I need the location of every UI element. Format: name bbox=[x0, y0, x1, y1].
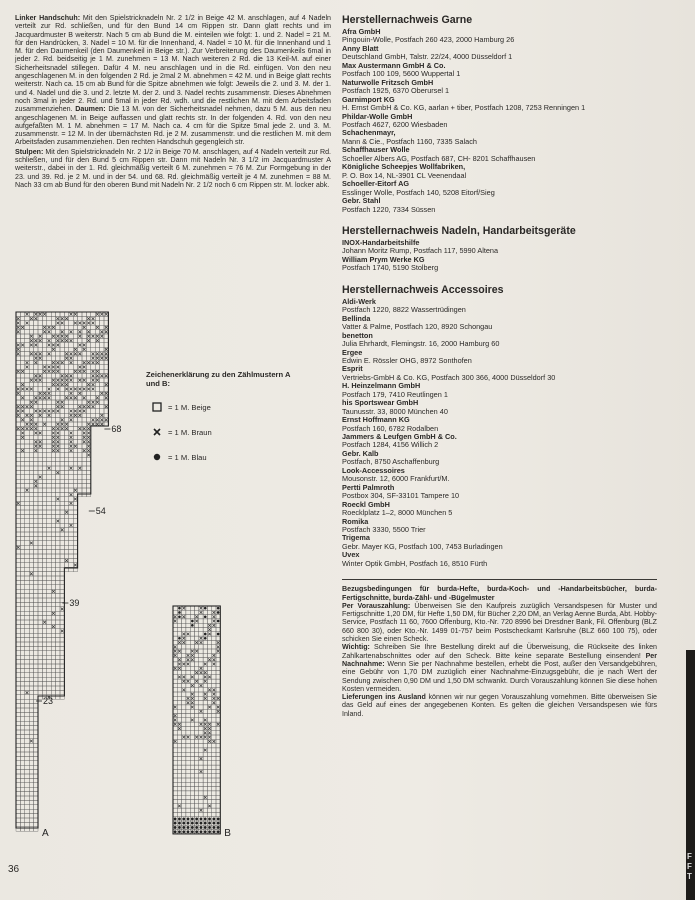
list-item bbox=[342, 365, 657, 382]
entry-address: H. Ernst GmbH & Co. KG, aarlan + tiber, Postfach 1208, 7253 Renningen 1 bbox=[342, 103, 586, 113]
list-item bbox=[342, 450, 657, 467]
entry-address: Esslinger Wolle, Postfach 140, 5208 Eitorf/Sieg bbox=[342, 187, 495, 197]
row-mark: 39 bbox=[69, 598, 80, 608]
entry-address: Postfach 179, 7410 Reutlingen 1 bbox=[342, 389, 448, 399]
knit-chart-b bbox=[165, 600, 245, 840]
section-title-nadeln: Herstellernachweis Nadeln, Handarbeitsgeräte bbox=[342, 224, 576, 237]
list-item bbox=[342, 45, 657, 62]
entry-address: Postfach 1740, 5190 Stolberg bbox=[342, 263, 439, 273]
accessoires-list bbox=[342, 298, 657, 569]
entry-address: Postfach 1220, 8822 Wassertrüdingen bbox=[342, 305, 466, 315]
list-item bbox=[342, 332, 657, 349]
entry-address: Postfach 3330, 5500 Trier bbox=[342, 525, 426, 535]
list-item bbox=[342, 113, 657, 130]
entry-name: Schoeller-Eitorf AG bbox=[342, 179, 410, 189]
entry-name: Pertti Palmroth bbox=[342, 482, 395, 492]
entry-address: Winter Optik GmbH, Postfach 16, 8510 Fürth bbox=[342, 558, 488, 568]
entry-address: Postfach 1220, 7334 Süssen bbox=[342, 204, 436, 214]
list-item bbox=[342, 501, 657, 518]
entry-name: Max Austermann GmbH & Co. bbox=[342, 60, 446, 70]
legend-item-beige: = 1 M. Beige bbox=[146, 401, 296, 413]
x-mark-icon bbox=[146, 427, 168, 437]
filled-dot-icon bbox=[146, 452, 168, 462]
entry-address: Mousonstr. 12, 6000 Frankfurt/M. bbox=[342, 474, 450, 484]
row-mark: 54 bbox=[95, 506, 106, 516]
list-item bbox=[342, 349, 657, 366]
entry-address: Postbox 304, SF-33101 Tampere 10 bbox=[342, 491, 460, 501]
entry-address: Mann & Cie., Postfach 1160, 7335 Salach bbox=[342, 136, 477, 146]
list-item bbox=[342, 146, 657, 163]
entry-address: Gebr. Mayer KG, Postfach 100, 7453 Burladingen bbox=[342, 541, 503, 551]
knit-chart-a bbox=[0, 300, 140, 860]
list-item bbox=[342, 433, 657, 450]
instructions-handschuh: Linker Handschuh: Mit den Spielstricknadeln Nr. 2 1/2 in Beige 42 M. anschlagen, auf 4 Nadeln verteilt zur Rd. schließen, und für den Bund 14 cm Rippen str. Dann glatt rechts und im Jacquardmuster B weiterstr. Nach 5 cm ab Bund die M. einteilen wie folgt: 1. und 2. Nadel = 21 M. für den Handrücken, 3. Nadel = 10 M. für die Innenhand, 4. Nadel = 10 M. für die Innenhand und 1 M. für den Daumenkeil (den Daumenkeil in Beige str.). Zur Verbreiterung des Daumenkeils 6mal in jeder 2. Rd. beidseitig je 1 M. zunehmen = 13 M. Nach weiteren 2 Rd. die 13 Keil-M. auf einer Sicherheitsnadel stillegen. Dafür 4 M. neu anschlagen und in die Rd. einfügen. Von den neu angeschlagenen M. in den folgenden 2 Rd. je 2mal 2 M. abnehmen = 42 M. und in Beige glatt rechts weiterstr. Nach ca. 15 cm ab Bund für die Spitze abnehmen wie folgt: Jeweils die 2. und 3. M. der 1. und 4. Nadel und die 3. und 2. letzte M. der 2. und 3. Nadel rechts zusammenstr. Dieses Abnehmen noch 3mal in jeder 2. Rd. und 5mal in jeder Rd. wdh. und die restlichen M. mit dem Arbeitsfaden zusammenziehen. Daumen: Die 13 M. von der Sicherheitsnadel nehmen, dazu 5 M. aus den neu angeschlagenen M. in Beige auffassen und glatt rechts str. In der folgenden 4. Rd. von den neu aufgefaßten M. 1 M. abnehmen = 17 M. Nach ca. 4 cm für die Spitze 5mal jede 2. und 3. M. zusammenstr. = 12 M. In der übernächsten Rd. je 2 M. zusammenstr. und die restlichen M. mit dem Arbeitsfaden zusammenziehen. Den rechten Handschuh gegengleich str. bbox=[15, 14, 331, 147]
entry-name: H. Heinzelmann GmbH bbox=[342, 381, 421, 391]
entry-address: Postfach 1284, 4156 Willich 2 bbox=[342, 440, 439, 450]
entry-address: Pingouin-Wolle, Postfach 260 423, 2000 Hamburg 26 bbox=[342, 35, 515, 45]
chart-a-label: A bbox=[42, 828, 49, 839]
entry-address: Vertriebs-GmbH & Co. KG, Postfach 300 366, 4000 Düsseldorf 30 bbox=[342, 372, 556, 382]
section-title-garne: Herstellernachweis Garne bbox=[342, 14, 473, 26]
entry-name: his Sportswear GmbH bbox=[342, 398, 419, 408]
entry-address: Vatter & Palme, Postfach 120, 8920 Schongau bbox=[342, 322, 493, 332]
list-item bbox=[342, 298, 657, 315]
divider bbox=[342, 579, 657, 580]
entry-address: Schoeller Albers AG, Postfach 687, CH- 8201 Schaffhausen bbox=[342, 153, 536, 163]
entry-address: Roecklplatz 1–2, 8000 München 5 bbox=[342, 508, 453, 518]
section-title-accessoires: Herstellernachweis Accessoires bbox=[342, 283, 504, 296]
list-item bbox=[342, 315, 657, 332]
list-item bbox=[342, 484, 657, 501]
list-item bbox=[342, 197, 657, 214]
entry-name: Trigema bbox=[342, 533, 370, 543]
entry-address: P. O. Box 14, NL-3901 CL Veenendaal bbox=[342, 170, 467, 180]
list-item bbox=[342, 467, 657, 484]
section-accessoires bbox=[342, 284, 657, 569]
entry-name: William Prym Werke KG bbox=[342, 254, 425, 264]
section-nadeln bbox=[342, 225, 657, 273]
list-item bbox=[342, 518, 657, 535]
entry-name: Schaffhauser Wolle bbox=[342, 145, 410, 155]
entry-name: Gebr. Kalb bbox=[342, 448, 379, 458]
square-outline-icon bbox=[146, 402, 168, 412]
entry-address: Postfach 1925, 6370 Oberursel 1 bbox=[342, 86, 450, 96]
entry-address: Deutschland GmbH, Talstr. 22/24, 4000 Düsseldorf 1 bbox=[342, 52, 513, 62]
entry-name: Ergee bbox=[342, 347, 363, 357]
entry-address: Julia Ehrhardt, Flemingstr. 16, 2000 Hamburg 60 bbox=[342, 339, 500, 349]
entry-name: Königliche Scheepjes Wollfabriken, bbox=[342, 162, 466, 172]
entry-address: Johann Moritz Rump, Postfach 117, 5990 Altena bbox=[342, 246, 499, 256]
entry-name: Aldi-Werk bbox=[342, 296, 376, 306]
list-item bbox=[342, 416, 657, 433]
entry-name: INOX-Handarbeitshilfe bbox=[342, 237, 420, 247]
entry-name: Jammers & Leufgen GmbH & Co. bbox=[342, 432, 457, 442]
entry-name: Gebr. Stahl bbox=[342, 196, 381, 206]
list-item bbox=[342, 129, 657, 146]
legend-item-braun: = 1 M. Braun bbox=[146, 426, 296, 438]
list-item bbox=[342, 28, 657, 45]
legend-item-blau: = 1 M. Blau bbox=[146, 451, 296, 463]
right-column bbox=[342, 14, 657, 718]
entry-address: Postfach, 8750 Aschaffenburg bbox=[342, 457, 440, 467]
section-garne bbox=[342, 14, 657, 214]
entry-name: Anny Blatt bbox=[342, 43, 379, 53]
entry-name: Bellinda bbox=[342, 313, 371, 323]
list-item bbox=[342, 399, 657, 416]
entry-name: Esprit bbox=[342, 364, 363, 374]
entry-name: Phildar-Wolle GmbH bbox=[342, 111, 413, 121]
row-mark: 23 bbox=[43, 696, 54, 706]
row-mark: 68 bbox=[111, 424, 122, 434]
entry-address: Postfach 4627, 6200 Wiesbaden bbox=[342, 119, 448, 129]
instructions-stulpen: Stulpen: Mit den Spielstricknadeln Nr. 2 1/2 in Beige 70 M. anschlagen, auf 4 Nadeln verteilt zur Rd. schließen, und für den Bund 5 cm Rippen str. Dann mit Nadeln Nr. 3 1/2 im Jacquardmuster A weiterstr., dabei in der 1. Rd. gleichmäßig verteilt 6 M. zunehmen = 76 M. Zur Formgebung in der 23. und 39. Rd. je 2 M. und in der 54. und 68. Rd. gleichmäßig verteilt je 4 M. zunehmen = 88 M. Nach 33 cm ab Bund für den oberen Bund mit Nadeln Nr. 2 1/2 noch 6 cm Rippen str. M. locker abk. bbox=[15, 147, 331, 189]
page-number: 36 bbox=[8, 864, 20, 875]
entry-name: Schachenmayr, bbox=[342, 128, 396, 138]
chart-b-label: B bbox=[224, 827, 231, 839]
entry-name: Romika bbox=[342, 516, 369, 526]
list-item bbox=[342, 163, 657, 180]
nadeln-list bbox=[342, 239, 657, 273]
list-item bbox=[342, 96, 657, 113]
legend-title: Zeichenerklärung zu den Zählmustern A und B: bbox=[146, 370, 291, 388]
entry-address: Taunusstr. 33, 8000 München 40 bbox=[342, 406, 448, 416]
entry-name: Roeckl GmbH bbox=[342, 499, 390, 509]
list-item bbox=[342, 551, 657, 568]
chart-legend bbox=[146, 370, 296, 476]
entry-name: benetton bbox=[342, 330, 373, 340]
list-item bbox=[342, 256, 657, 273]
list-item bbox=[342, 62, 657, 79]
list-item bbox=[342, 180, 657, 197]
entry-address: Edwin E. Rössler OHG, 8972 Sonthofen bbox=[342, 355, 472, 365]
terms-block: Bezugsbedingungen für burda-Hefte, burda-Koch- und -Handarbeitsbücher, burda-Fertigschnitte, burda-Zähl- und -Bügelmuster Per Vorauszahlung: Überweisen Sie den Kaufpreis zuzüglich Versandspesen für Muster und Fertigschnitte 1,20 DM, für Hefte 1,50 DM, für Bücher 2,20 DM, an Verlag Aenne Burda, Abt. Hobby-Service, Postfach 11 60, 7600 Offenburg, Kto.-Nr. 720 8996 bei Dresdner Bank, Fil. Offenburg (BLZ 660 800 30), oder Kto.-Nr. 1499 01-757 beim Postscheckamt Karlsruhe (BLZ 660 100 75), oder schicken Sie einen Scheck. Wichtig: Schreiben Sie Ihre Bestellung direkt auf die Überweisung, die Rückseite des linken Zahlkartenabschnittes oder auf den Scheck. Bitte keine separate Bestellung einsenden! Per Nachnahme: Wenn Sie per Nachnahme bestellen, erhebt die Post, außer den Versandgebühren, eine Gebühr von 1,70 DM zuzüglich einer Nachnahme-Einzugsgebühr, die je nach Wert der Sendung zwischen 0,90 DM und 1,50 DM schwankt. Durch Vorauszahlung können Sie diese hohen Kosten vermeiden. Lieferungen ins Ausland können wir nur gegen Vorauszahlung vornehmen. Bitte überweisen Sie das Geld auf eines der angegebenen Konten. Es gelten die gleichen Versandspesen wie fürs Inland. bbox=[342, 585, 657, 718]
entry-name: Look-Accessoires bbox=[342, 465, 405, 475]
entry-name: Naturwolle Fritzsch GmbH bbox=[342, 77, 434, 87]
entry-address: Postfach 100 109, 5600 Wuppertal 1 bbox=[342, 69, 461, 79]
garne-list bbox=[342, 28, 657, 214]
entry-name: Afra GmbH bbox=[342, 27, 381, 36]
entry-name: Ernst Hoffmann KG bbox=[342, 415, 410, 425]
terms-title: Bezugsbedingungen für burda-Hefte, burda-Koch- und -Handarbeitsbücher, burda-Fertigschnitte, burda-Zähl- und -Bügelmuster bbox=[342, 585, 657, 602]
list-item bbox=[342, 534, 657, 551]
instructions-text bbox=[15, 14, 331, 190]
list-item bbox=[342, 239, 657, 256]
entry-name: Uvex bbox=[342, 550, 360, 560]
entry-address: Postfach 160, 6782 Rodalben bbox=[342, 423, 439, 433]
adjacent-page-edge: F F T bbox=[686, 650, 695, 900]
entry-name: Garnimport KG bbox=[342, 94, 395, 104]
list-item bbox=[342, 382, 657, 399]
list-item bbox=[342, 79, 657, 96]
